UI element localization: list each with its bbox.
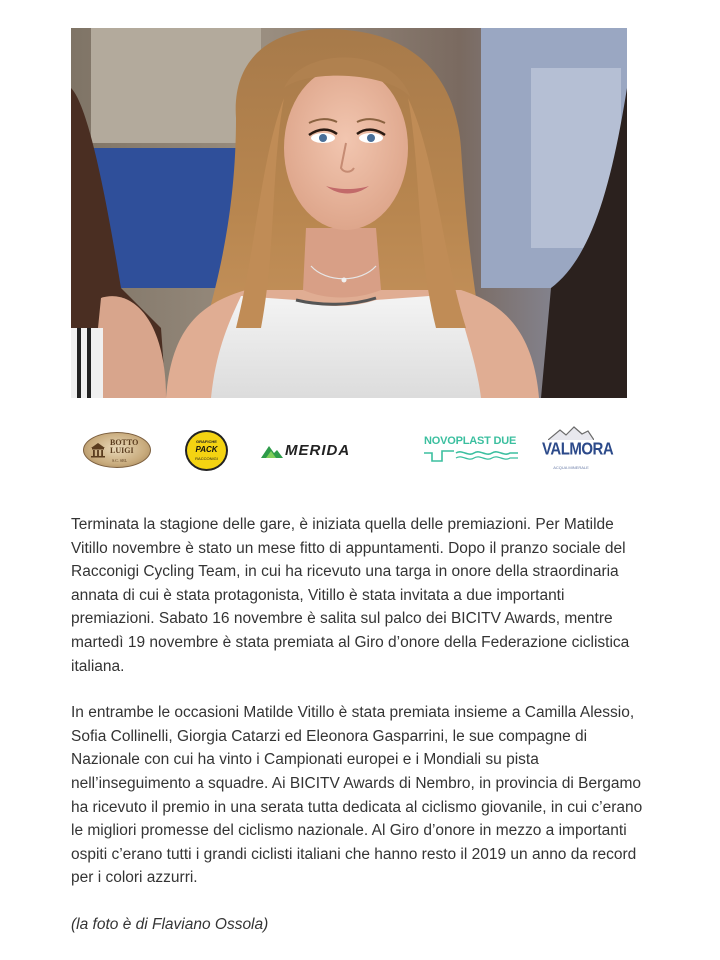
photo-credit-caption: (la foto è di Flaviano Ossola) — [71, 915, 269, 933]
merida-mountain-icon — [261, 444, 283, 458]
portrait-photo-icon — [71, 28, 627, 398]
article-body — [71, 513, 643, 960]
pack-sub-text: RACCONIGI — [195, 456, 218, 461]
merida-name: MERIDA — [285, 442, 351, 459]
pack-top-text: GRAFICHE — [196, 439, 217, 444]
botto-luigi-name: BOTTO LUIGI — [110, 438, 139, 455]
wave-icon — [424, 447, 518, 463]
pack-main-text: PACK — [195, 445, 218, 454]
merida-logo — [261, 441, 406, 461]
building-icon — [90, 442, 106, 458]
botto-luigi-logo — [83, 432, 151, 468]
article-photo — [71, 28, 627, 398]
article-paragraph-1: Terminata la stagione delle gare, è iniziata quella delle premiazioni. Per Matilde Vitillo novembre è stato un mese fitto di appuntamenti. Dopo il pranzo sociale del Racconigi Cycling Team, in cui ha ricevuto una targa in onore della straordinaria annata di cui è stata protagonista, Vitillo è stata invitata a due importanti premiazioni. Sabato 16 novembre è salita sul palco dei BICITV Awards, mentre martedì 19 novembre è stata premiata al Giro d’onore della Federazione ciclistica italiana. — [71, 516, 630, 675]
pack-service-logo — [185, 430, 228, 471]
mountain-icon — [548, 426, 594, 440]
valmora-name: VALMORA — [542, 439, 614, 460]
novoplast-due-logo — [424, 434, 518, 466]
valmora-sub: ACQUA MINERALE — [553, 465, 589, 470]
novoplast-name: NOVOPLAST DUE — [424, 435, 517, 447]
article-paragraph-2: In entrambe le occasioni Matilde Vitillo è stata premiata insieme a Camilla Alessio, Sofia Collinelli, Giorgia Catarzi ed Eleonora Gasparrini, le sue compagne di Nazionale con cui ha vinto i Campionati europei e i Mondiali su pista nell’inseguimento a squadre. Ai BICITV Awards di Nembro, in provincia di Bergamo ha ricevuto il premio in una serata tutta dedicata al ciclismo giovanile, in cui c’erano le migliori promesse del ciclismo nazionale. Al Giro d’onore in mezzo a importanti ospiti c’erano tutti i grandi ciclisti italiani che hanno resto il 2019 un anno da record per i colori azzurri. — [71, 704, 643, 887]
botto-luigi-sub: S.C. SRL — [112, 458, 128, 463]
sponsor-logos-row — [71, 418, 627, 488]
valmora-logo — [542, 426, 614, 474]
